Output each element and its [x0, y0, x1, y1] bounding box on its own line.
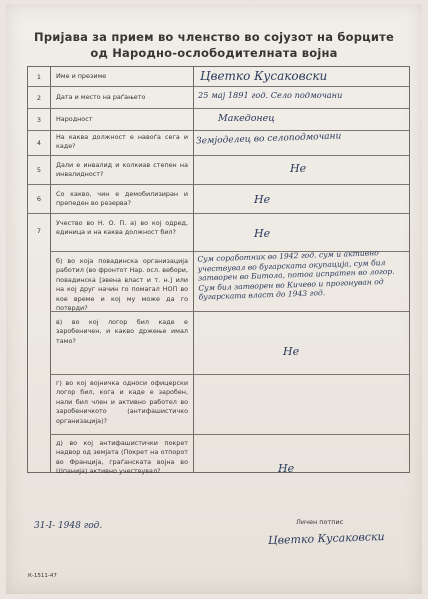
- form-table: [27, 66, 410, 476]
- signature: Цветко Кусаковски: [267, 529, 385, 548]
- question-position: На каква должност е навоѓа сега и каде?: [56, 133, 188, 151]
- answer-demobilized: Не: [254, 193, 271, 206]
- row-number: 6: [36, 195, 42, 203]
- row-number: 5: [36, 166, 42, 174]
- row-divider: [28, 184, 409, 185]
- answer-birth: 25 мај 1891 год. Село подмочани: [198, 90, 343, 100]
- row-divider: [50, 374, 409, 375]
- form-title-line2: од Народно-ослободителната војна: [90, 46, 338, 60]
- row-divider: [28, 86, 409, 87]
- form-title-line1: Пријава за прием во членство во сојузот на борците: [34, 30, 394, 44]
- row-divider: [28, 155, 409, 156]
- question-participation-a: Учество во Н. О. П. а) во кој одред, единица и на каква должност бил?: [56, 219, 188, 237]
- row-number: 2: [36, 94, 42, 102]
- answer-disability: Не: [290, 162, 307, 175]
- question-birth: Дата и место на раѓањето: [56, 93, 146, 101]
- signature-label: Личен потпис: [296, 518, 344, 526]
- answer-column-divider: [193, 67, 194, 472]
- row-divider: [28, 130, 409, 131]
- row-divider: [28, 213, 409, 214]
- row-number: 1: [36, 73, 42, 81]
- answer-name: Цветко Кусаковски: [200, 69, 328, 83]
- number-column-divider: [50, 67, 51, 472]
- answer-nationality: Македонец: [218, 113, 275, 124]
- answer-participation-b: Сум соработник во 1942 год. сум и активно учествувал во бугарската окупација, сум бил затворен во Битола, потоа испратен во логор. Сум бил затворен во Кичево и прогонуван од бугарската власт до 1943 год.: [197, 248, 395, 302]
- question-demobilized: Со какво, чин е демобилизиран и препеден во резерва?: [56, 190, 188, 208]
- row-divider: [28, 108, 409, 109]
- question-participation-b: б) во која повадинска организација работил (во фронтот Нар. осл. вебори, повадинска [эвена власт и т. н.] или на кој друг начин го помагал НОП во кое време и кој му може да го потврди?: [56, 257, 188, 313]
- question-nationality: Народност: [56, 115, 93, 123]
- row-divider: [50, 434, 409, 435]
- date-handwritten: 31-I- 1948 год.: [34, 521, 103, 531]
- row-number: 4: [36, 139, 42, 147]
- question-participation-v: в) во кој логор бил каде е заробеничен, и какво држење имал тамо?: [56, 318, 188, 345]
- answer-participation-g: Не: [283, 345, 300, 358]
- row-number: 7: [36, 227, 42, 235]
- form-code: К-1511-47: [28, 573, 57, 579]
- row-number: 3: [36, 116, 42, 124]
- question-disability: Дали е инвалид и колкиав степен на инвалидност?: [56, 161, 188, 179]
- answer-participation-a: Не: [254, 227, 271, 240]
- question-participation-g: г) во кој војничка односи офицерски логор бил, кога и каде е заробен, нали бил член и активно работел во заробеничкото (антифашистичко организација)?: [56, 379, 188, 425]
- answer-position: Земјоделец во селоподмочани: [195, 131, 342, 147]
- answer-participation-d: Не: [278, 462, 295, 475]
- question-name: Име и презиме: [56, 72, 107, 80]
- question-participation-d: д) во кој антифашистички покрет надвор од земјата (Покрет на отпорот во Франција, граѓанската војна во Шпанија) активно учествувал?: [56, 439, 188, 476]
